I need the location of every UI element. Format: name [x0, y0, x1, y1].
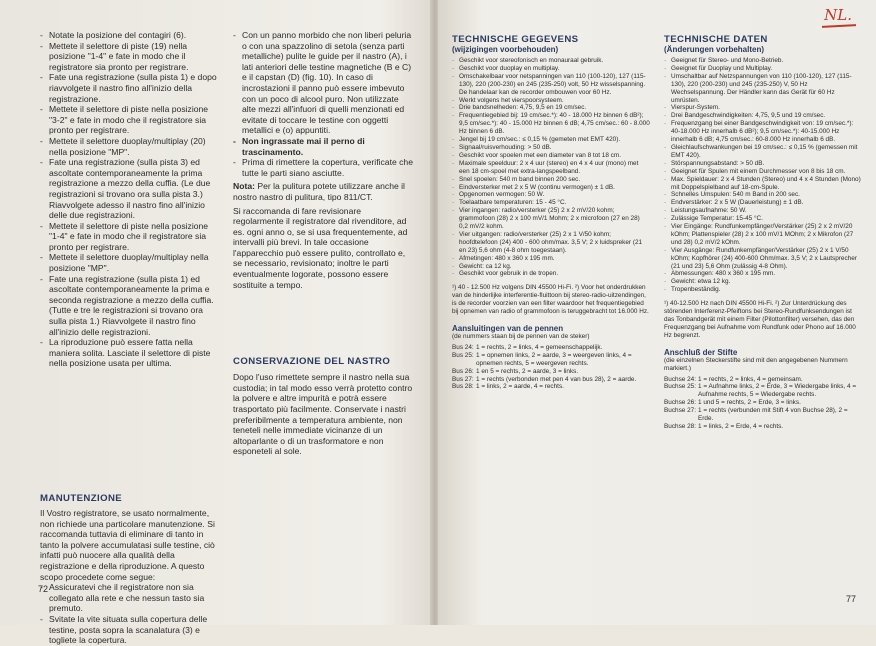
spec-item: · Vier Ausgänge: Rundfunkempfänger/Verstärker (25) 2 x 1 V/50 kOhm; Kopfhörer (24) 400-600 Ohm/max. 3,5 V; 2 x Lautsprecher (21 und 23) 5,6 Ohm (zulässig 4-8 Ohm).	[664, 247, 862, 271]
nl-wiring-intro: (de nummers staan bij de pennen van de steker)	[452, 333, 590, 340]
spec-item: · Geschikt voor duoplay en multiplay.	[452, 65, 650, 73]
wiring-row	[664, 423, 862, 431]
right-page	[438, 0, 876, 625]
handwritten-corner-note: NL.	[824, 6, 852, 24]
spec-item: · Drei Bandgeschwindigkeiten: 4,75, 9,5 und 19 cm/sec.	[664, 112, 862, 120]
dutch-specs-column	[452, 34, 650, 574]
instruction-step: - Fate una registrazione (sulla pista 3) ed ascoltate contemporaneamente la prima registrazione a mezzo della cuffia. (Le due registrazioni si trovano ora sulla pista 3.) Riavvolgete adesso il nastro fino all'inizio delle due registrazioni.	[40, 157, 220, 221]
spec-item: · Leistungsaufnahme: 50 W.	[664, 207, 862, 215]
socket-label: Buchse 28:	[664, 422, 696, 430]
cleaning-step: - Non ingrassate mai il perno di trascinamento.	[233, 136, 413, 157]
wiring-row	[452, 368, 650, 376]
spec-item: · Abmessungen: 480 x 360 x 195 mm.	[664, 270, 862, 278]
pin-assignment: 1 = Aufnahme links, 2 = Erde, 3 = Wiedergabe links, 4 = Aufnahme rechts, 5 = Wiedergabe rechts.	[698, 383, 857, 399]
socket-label: Bus 28:	[452, 383, 474, 391]
spec-item: · Umschaltbar auf Netzspannungen von 110 (100-120), 127 (115-130), 220 (200-230) und 245 (235-250) V, 50 Hz Wechselspannung. Der Händler kann das Gerät für 60 Hz umrüsten.	[664, 73, 862, 105]
spec-item: · Vier Eingänge: Rundfunkempfänger/Verstärker (25) 2 x 2 mV/20 kOhm; Plattenspieler (28) 2 x 100 mV/1 MOhm; 2 x Mikrofon (27 und 28) 0,2 mV/2 kOhm.	[664, 223, 862, 247]
socket-label: Buchse 27:	[664, 407, 696, 415]
page-number-right: 77	[845, 594, 856, 604]
spec-item: · Vierspur-System.	[664, 104, 862, 112]
de-spec-list	[664, 57, 862, 294]
spec-item: · Frequenzgang bei einer Bandgeschwindigkeit von: 19 cm/sec.*): 40-18.000 Hz innerhalb 6 dB²); 9,5 cm/sec.*): 40-15.000 Hz innerhalb 6 dB; 4,75 cm/sec.: 60-8.000 Hz innerhalb 6 dB.	[664, 120, 862, 144]
maintenance-step: - Assicuratevi che il registratore non sia collegato alla rete e che nessun tasto sia premuto.	[40, 582, 220, 614]
spec-item: · Frequentiegebied bij: 19 cm/sec.*): 40 - 18.000 Hz binnen 6 dB²); 9,5 cm/sec.*): 40 - 15.000 Hz binnen 6 dB; 4,75 cm/sec.: 60 - 8.000 Hz binnen 6 dB.	[452, 112, 650, 136]
nl-wiring-table	[452, 344, 650, 391]
de-footnotes: ¹) 40-12.500 Hz nach DIN 45500 Hi-Fi. ²) Zur Unterdrückung des störenden Interferenz-Pfeiftons bei Stereo-Rundfunksendungen ist das Tonbandgerät mit einem Filter (Pilottonfilter) versehen, das den Frequenzgang bei Aufnahme vom Rundfunk oder Phono auf 16.000 Hz begrenzt.	[664, 300, 856, 339]
de-subtitle: (Änderungen vorbehalten)	[664, 45, 765, 54]
pin-assignment: 1 = links, 2 = Erde, 4 = rechts.	[698, 422, 784, 430]
pin-assignment: 1 = rechts, 2 = links, 4 = gemeinsam.	[698, 375, 803, 383]
spec-item: · Störspannungsabstand: > 50 dB.	[664, 160, 862, 168]
spec-item: · Geeignet für Spulen mit einem Durchmesser von 8 bis 18 cm.	[664, 168, 862, 176]
conservazione-text: Dopo l'uso rimettete sempre il nastro nella sua custodia; in tal modo esso verrà protetto contro la polvere e altre impurità e potrà essere trasportato più facilmente. Conservate i nastri preferibilmente a temperatura ambiente, non teneteli nelle immediate vicinanze di un altoparlante o di un trasformatore e non esponeteli al sole.	[233, 372, 413, 457]
section-title-technische-daten: TECHNISCHE DATEN	[664, 34, 768, 45]
wiring-row	[452, 383, 650, 391]
cleaning-bullets	[233, 30, 413, 178]
pin-assignment: 1 = opnemen links, 2 = aarde, 3 = weergeven links, 4 = opnemen rechts, 5 = weergeven rechts.	[476, 351, 632, 367]
de-wiring-title: Anschluß der Stifte	[664, 347, 738, 357]
nl-footnotes: ¹) 40 - 12.500 Hz volgens DIN 45500 Hi-Fi. ²) Voor het onderdrukken van de hinderlijke interferentie-fluittoon bij stereo-radio-uitzendingen, is de recorder voorzien van een filter waardoor het frequentiegebied bij opnemen van radio of grammofoon is teruggebracht tot 16.000 Hz.	[452, 284, 649, 316]
spec-item: · Max. Spieldauer: 2 x 4 Stunden (Stereo) und 4 x 4 Stunden (Mono) mit Doppelspielband auf 18-cm-Spule.	[664, 176, 862, 192]
instruction-step: - Mettete il selettore di piste nella posizione "1-4" e fate in modo che il registratore sia pronto per registrare.	[40, 221, 220, 253]
spec-item: · Zulässige Temperatur: 15-45 °C.	[664, 215, 862, 223]
socket-label: Buchse 26:	[664, 399, 696, 407]
left-bullet-list	[40, 30, 220, 369]
instruction-step: - Mettete il selettore duoplay/multiplay (20) nella posizione "MP".	[40, 136, 220, 157]
wiring-row	[664, 376, 862, 384]
left-page	[0, 0, 432, 646]
pin-assignment: 1 = rechts, 2 = links, 4 = gemeenschappelijk.	[476, 343, 603, 351]
de-wiring-intro: (die einzelnen Steckerstifte sind mit den angegebenen Nummern markiert.)	[664, 356, 848, 372]
section-title-technische-gegevens: TECHNISCHE GEGEVENS	[452, 34, 579, 45]
spec-item: · Drie bandsnelheden: 4,75, 9,5 en 19 cm/sec.	[452, 104, 650, 112]
wiring-row	[452, 344, 650, 352]
spec-item: · Gewicht: etwa 12 kg.	[664, 278, 862, 286]
spec-item: · Geeignet für Duoplay und Multiplay.	[664, 65, 862, 73]
socket-label: Buchse 25:	[664, 383, 696, 391]
spec-item: · Schnelles Umspulen: 540 m Band in 200 sec.	[664, 191, 862, 199]
spec-item: · Toelaatbare temperaturen: 15 - 45 °C.	[452, 199, 650, 207]
cleaning-step: - Prima di rimettere la copertura, verificate che tutte le parti siano asciutte.	[233, 157, 413, 178]
wiring-row	[664, 407, 862, 423]
instruction-step: - Mettete il selettore di piste nella posizione "3-2" e fate in modo che il registratore sia pronto per registrare.	[40, 104, 220, 136]
spec-item: · Opgenomen vermogen: 50 W.	[452, 191, 650, 199]
page-number-left: 72	[38, 584, 49, 594]
nl-subtitle: (wijzigingen voorbehouden)	[452, 45, 559, 54]
instruction-step: - Mettete il selettore di piste (19) nella posizione "1-4" e fate in modo che il registratore sia pronto per registrare.	[40, 41, 220, 73]
nl-spec-list	[452, 57, 650, 278]
wiring-row	[452, 376, 650, 384]
spec-item: · Geeignet für Stereo- und Mono-Betrieb.	[664, 57, 862, 65]
spec-item: · Vier ingangen: radio/versterker (25) 2 x 2 mV/20 kohm; grammofoon (28) 2 x 100 mV/1 Mohm; 2 x microfoon (27 en 28) 0,2 mV/2 kohm.	[452, 207, 650, 231]
spec-item: · Gewicht: ca 12 kg.	[452, 263, 650, 271]
spec-item: · Tropenbeständig.	[664, 286, 862, 294]
spec-item: · Signaal/ruisverhouding: > 50 dB.	[452, 144, 650, 152]
pin-assignment: 1 = links, 2 = aarde, 4 = rechts.	[476, 383, 564, 391]
manutenzione-bullets	[40, 582, 220, 646]
spec-item: · Vier uitgangen: radio/versterker (25) 2 x 1 V/50 kohm; hoofdtelefoon (24) 400 - 600 ohm/max. 3,5 V; 2 x luidspreker (21 en 23) 5,6 ohm (4-8 ohm toegestaan).	[452, 231, 650, 255]
spec-item: · Maximale speelduur: 2 x 4 uur (stereo) en 4 x 4 uur (mono) met een 18 cm-spoel met extra-langspeelband.	[452, 160, 650, 176]
spec-item: · Geschikt voor stereofonisch en monauraal gebruik.	[452, 57, 650, 65]
left-column-2	[233, 30, 413, 590]
section-title-manutenzione: MANUTENZIONE	[40, 493, 123, 504]
spec-item: · Snel spoelen: 540 m band binnen 200 sec.	[452, 176, 650, 184]
pin-assignment: 1 und 5 = rechts, 2 = Erde, 3 = links.	[698, 399, 801, 407]
spec-item: · Geschikt voor gebruik in de tropen.	[452, 270, 650, 278]
instruction-step: - Fate una registrazione (sulla pista 1) ed ascoltate contemporaneamente la prima e seconda registrazione a mezzo della cuffia. (Tutte e tre le registrazioni si trovano ora sulla pista 1.) Riavvolgete il nastro fino all'inizio delle registrazioni.	[40, 274, 220, 338]
spec-item: · Jengel bij 19 cm/sec.: ≤ 0,15 % (gemeten met EMT 420).	[452, 136, 650, 144]
spec-item: · Afmetingen: 480 x 360 x 195 mm.	[452, 255, 650, 263]
wiring-row	[664, 399, 862, 407]
wiring-row	[664, 383, 862, 399]
spec-item: · Eindversterker met 2 x 5 W (continu vermogen) ± 1 dB.	[452, 184, 650, 192]
cleaning-step: - Con un panno morbido che non liberi peluria o con una spazzolino di setola (senza parti metalliche) pulite le guide per il nastro (A), i lati anteriori delle testine magnetiche (B e C) e il capstan (D) (fig. 10). In caso di incrostazioni il panno può essere imbevuto con un poco di alcool puro. Non utilizzate alte mezzi all'infuori di quelli menzionati ed evitate di toccare le testine con oggetti metallici e (o) appuntiti.	[233, 30, 413, 136]
nota-label: Nota:	[233, 181, 255, 192]
spec-item: · Gleichlaufschwankungen bei 19 cm/sec.: ≤ 0,15 % (gemessen mit EMT 420).	[664, 144, 862, 160]
nl-wiring-title: Aansluitingen van de pennen	[452, 324, 564, 333]
socket-label: Bus 25:	[452, 351, 474, 359]
instruction-step: - Fate una registrazione (sulla pista 1) e dopo riavvolgete il nastro fino all'inizio della registrazione.	[40, 72, 220, 104]
service-paragraph: Si raccomanda di fare revisionare regolarmente il registratore dal rivenditore, ad es. ogni anno o, se si usa frequentemente, ad intervalli più brevi. In tale occasione l'apparecchio può essere pulito, controllato e, se necessario, revisionato; inoltre le parti eventualmente logorate, possono essere sostituite a tempo.	[233, 205, 408, 290]
instruction-step: - Mettete il selettore duoplay/multiplay nella posizione "MP".	[40, 252, 220, 273]
spec-item: · Geschikt voor spoelen met een diameter van 8 tot 18 cm.	[452, 152, 650, 160]
socket-label: Bus 27:	[452, 375, 474, 383]
socket-label: Buchse 24:	[664, 375, 696, 383]
nota-text: Per la pulitura potete utilizzare anche il nostro nastro di pulitura, tipo 811/CT.	[233, 181, 405, 202]
wiring-row	[452, 352, 650, 368]
nota-paragraph	[233, 181, 413, 202]
socket-label: Bus 26:	[452, 367, 474, 375]
spec-item: · Endverstärker: 2 x 5 W (Dauerleistung) ± 1 dB.	[664, 199, 862, 207]
pin-assignment: 1 = rechts (verbonden met pen 4 van bus 28), 2 = aarde.	[476, 375, 637, 383]
maintenance-step: - Svitate la vite situata sulla copertura delle testine, posta sopra la scanalatura (3) e togliete la copertura.	[40, 614, 220, 646]
instruction-step: - La riproduzione può essere fatta nella maniera solita. Lasciate il selettore di piste nella posizione usata per ultima.	[40, 337, 220, 369]
section-title-conservazione: CONSERVAZIONE DEL NASTRO	[233, 356, 391, 368]
de-wiring-table	[664, 376, 862, 431]
pin-assignment: 1 = rechts (verbunden mit Stift 4 von Buchse 28), 2 = Erde.	[698, 407, 848, 423]
socket-label: Bus 24:	[452, 343, 474, 351]
german-specs-column	[664, 34, 862, 574]
instruction-step: - Notate la posizione del contagiri (6).	[40, 30, 220, 41]
spec-item: · Omschakelbaar voor netspanningen van 110 (100-120), 127 (115-130), 220 (200-230) en 245 (235-250) volt, 50 Hz wisselspanning. De handelaar kan de recorder ombouwen voor 60 Hz.	[452, 73, 650, 97]
manutenzione-intro: Il Vostro registratore, se usato normalmente, non richiede una particolare manutenzione. Si raccomanda tuttavia di eliminare di tanto in tanto la polvere accumulatasi sulle testine, ciò infatti può nuocere alla qualità della registrazione e della riproduzione. A questo scopo procedete come segue:	[40, 508, 215, 582]
spec-item: · Werkt volgens het vierspoorsysteem.	[452, 97, 650, 105]
pin-assignment: 1 en 5 = rechts, 2 = aarde, 3 = links.	[476, 367, 579, 375]
